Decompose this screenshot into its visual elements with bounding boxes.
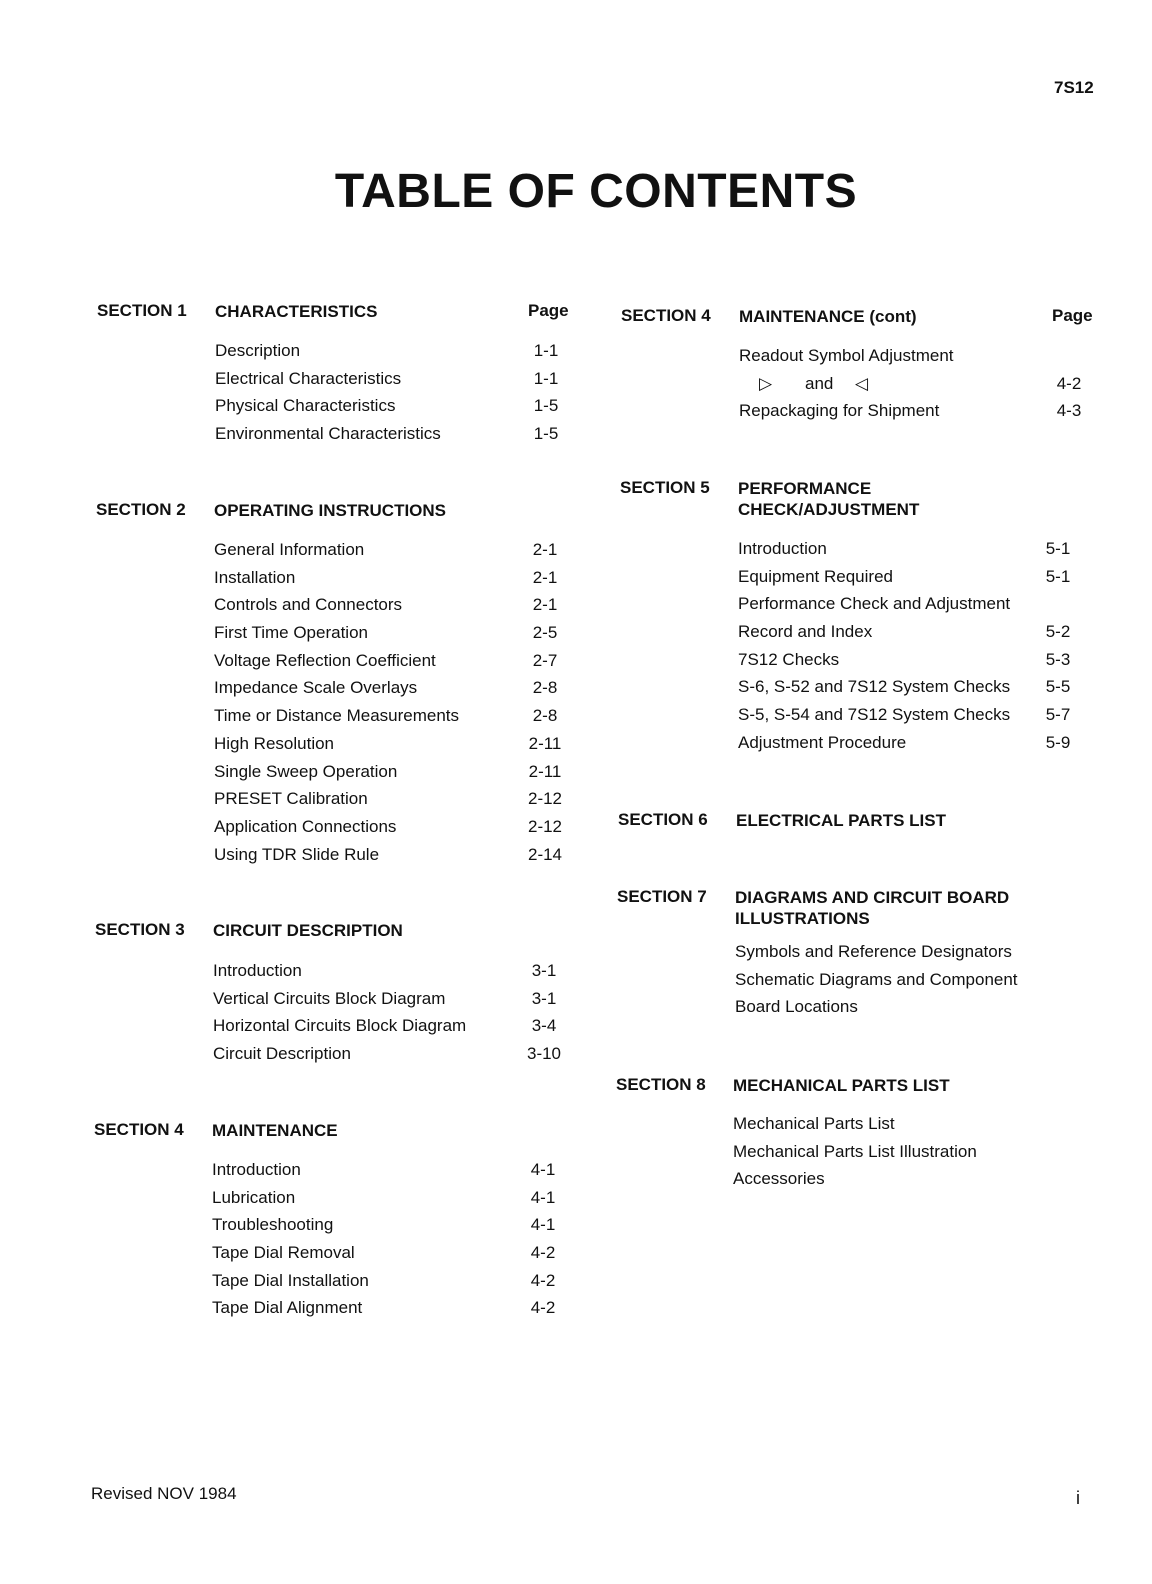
entry-name: Electrical Characteristics — [215, 368, 402, 388]
toc-entry[interactable] — [214, 789, 594, 817]
section-title: OPERATING INSTRUCTIONS — [214, 501, 447, 520]
entry-name: Introduction — [212, 1160, 301, 1179]
left-triangle-icon: ◁ — [855, 373, 869, 393]
entry-name: Mechanical Parts List Illustration — [733, 1141, 977, 1161]
entry-name: S-5, S-54 and 7S12 System Checks — [738, 705, 1011, 725]
entry-page: 4-2 — [530, 1270, 556, 1290]
section-title-line: ILLUSTRATIONS — [735, 909, 870, 928]
toc-entry[interactable] — [213, 989, 593, 1017]
entry-page: 5-3 — [1045, 649, 1071, 669]
entry-page: 1-5 — [533, 424, 559, 444]
entry-name: Using TDR Slide Rule — [214, 844, 380, 864]
toc-entry[interactable] — [214, 762, 594, 790]
entry-page: 2-12 — [527, 816, 563, 836]
entry-name: Schematic Diagrams and Component — [735, 969, 1018, 989]
toc-entry[interactable] — [738, 594, 1138, 622]
entry-page: 2-11 — [528, 733, 562, 753]
toc-entry[interactable] — [733, 1114, 1133, 1142]
model-number: 7S12 — [1054, 78, 1094, 97]
section-title — [735, 887, 1009, 929]
entry-page: 2-1 — [532, 595, 558, 615]
entry-name: Lubrication — [212, 1187, 296, 1207]
toc-entry[interactable] — [214, 623, 594, 651]
entry-page: 2-7 — [532, 650, 558, 670]
entry-name: Tape Dial Alignment — [212, 1298, 363, 1318]
toc-entry[interactable] — [733, 1169, 1133, 1197]
toc-entry[interactable] — [735, 942, 1135, 970]
entry-name: Vertical Circuits Block Diagram — [213, 988, 446, 1008]
toc-entry[interactable] — [212, 1188, 592, 1216]
toc-entry[interactable] — [215, 341, 595, 369]
toc-entry[interactable] — [214, 540, 594, 568]
toc-entry[interactable] — [214, 678, 594, 706]
entry-page: 4-2 — [530, 1243, 556, 1263]
toc-entry[interactable] — [735, 970, 1135, 998]
entry-page: 5-9 — [1045, 732, 1071, 752]
entry-name: Mechanical Parts List — [733, 1114, 895, 1133]
section-title[interactable]: ELECTRICAL PARTS LIST — [736, 811, 946, 830]
entry-name: Symbols and Reference Designators — [735, 942, 1012, 961]
entry-page: 2-14 — [527, 844, 563, 864]
section-title: MAINTENANCE — [212, 1121, 338, 1140]
toc-entry[interactable] — [214, 568, 594, 596]
toc-entry[interactable] — [738, 705, 1138, 733]
toc-entry[interactable] — [738, 677, 1138, 705]
entry-name: Readout Symbol Adjustment — [739, 346, 954, 365]
entry-page: 3-4 — [531, 1016, 557, 1036]
toc-entry[interactable] — [212, 1298, 592, 1326]
revision-note: Revised NOV 1984 — [91, 1484, 237, 1503]
entry-name: Description — [215, 341, 301, 360]
toc-entry[interactable] — [733, 1142, 1133, 1170]
toc-entry[interactable] — [738, 567, 1138, 595]
entry-page: 4-2 — [1056, 373, 1082, 393]
toc-entry[interactable] — [735, 997, 1135, 1025]
toc-entry[interactable] — [214, 706, 594, 734]
entry-name: Tape Dial Removal — [212, 1243, 355, 1263]
page-number: i — [1076, 1488, 1080, 1508]
section-title-line: DIAGRAMS AND CIRCUIT BOARD — [735, 888, 1010, 907]
entry-name: S-6, S-52 and 7S12 System Checks — [738, 677, 1011, 697]
section-label: SECTION 3 — [95, 920, 185, 939]
entry-page: 5-7 — [1045, 705, 1071, 725]
entry-page: 2-8 — [532, 678, 558, 698]
entry-page: 1-5 — [533, 396, 559, 416]
entry-name: Voltage Reflection Coefficient — [214, 650, 436, 670]
entry-name: Circuit Description — [213, 1044, 351, 1064]
toc-entry[interactable] — [215, 424, 595, 452]
entry-name: Introduction — [213, 961, 302, 980]
entry-name: Performance Check and Adjustment — [738, 594, 1011, 614]
entry-name: High Resolution — [214, 733, 335, 753]
entry-page: 4-2 — [530, 1298, 556, 1318]
section-label: SECTION 5 — [620, 478, 710, 497]
right-triangle-icon: ▷ — [759, 373, 773, 393]
entry-page: 4-3 — [1056, 401, 1082, 421]
entry-page: 5-5 — [1045, 677, 1071, 697]
section-label: SECTION 6 — [618, 810, 708, 829]
entry-page: 3-1 — [531, 961, 557, 980]
entry-page: 1-1 — [533, 341, 559, 360]
toc-entry[interactable] — [738, 650, 1138, 678]
entry-page: 4-1 — [530, 1160, 556, 1179]
entry-name: Repackaging for Shipment — [739, 401, 940, 421]
toc-entry[interactable] — [739, 374, 1139, 402]
entry-name: Controls and Connectors — [214, 595, 403, 615]
section-title-line: PERFORMANCE — [738, 479, 872, 498]
section-title: CHARACTERISTICS — [215, 302, 378, 321]
entry-name: Equipment Required — [738, 566, 893, 586]
entry-page: 4-1 — [530, 1187, 556, 1207]
section-title — [738, 478, 919, 520]
entry-name: Record and Index — [738, 622, 873, 642]
toc-entry[interactable] — [214, 845, 594, 873]
toc-entry[interactable] — [215, 369, 595, 397]
entry-page: 5-1 — [1045, 539, 1071, 558]
section-label: SECTION 7 — [617, 887, 707, 906]
toc-entry[interactable] — [738, 539, 1138, 567]
entry-name: Board Locations — [735, 997, 858, 1017]
toc-entry[interactable] — [738, 733, 1138, 761]
entry-page: 2-8 — [532, 706, 558, 726]
entry-name: Accessories — [733, 1169, 825, 1189]
entry-page: 2-11 — [528, 761, 562, 781]
entry-name: Environmental Characteristics — [215, 424, 441, 444]
toc-entry[interactable] — [212, 1243, 592, 1271]
section-title-line: CHECK/ADJUSTMENT — [738, 500, 920, 519]
entry-page: 2-12 — [527, 789, 563, 809]
entry-page: 3-1 — [531, 988, 557, 1008]
entry-page: 1-1 — [533, 368, 559, 388]
entry-name: Physical Characteristics — [215, 396, 396, 416]
entry-page: 5-2 — [1045, 622, 1071, 642]
entry-name: Impedance Scale Overlays — [214, 678, 418, 698]
toc-entry[interactable] — [213, 961, 593, 989]
section-title: MAINTENANCE (cont) — [739, 307, 917, 326]
entry-name: Tape Dial Installation — [212, 1270, 369, 1290]
section-title: MECHANICAL PARTS LIST — [733, 1076, 950, 1095]
page-column-header: Page — [528, 301, 569, 320]
toc-entry[interactable] — [214, 595, 594, 623]
entry-name: 7S12 Checks — [738, 649, 840, 669]
entry-name: Installation — [214, 567, 296, 587]
page-column-header: Page — [1052, 306, 1093, 325]
toc-entry[interactable] — [214, 817, 594, 845]
entry-page: 5-1 — [1045, 566, 1071, 586]
entry-name: General Information — [214, 540, 365, 559]
section-label: SECTION 2 — [96, 500, 186, 519]
entry-name: Single Sweep Operation — [214, 761, 398, 781]
entry-name: Application Connections — [214, 816, 397, 836]
entry-name: First Time Operation — [214, 623, 368, 643]
section-label: SECTION 1 — [97, 301, 187, 320]
toc-entry[interactable] — [212, 1160, 592, 1188]
entry-page: 3-10 — [526, 1044, 562, 1064]
toc-entry[interactable] — [214, 734, 594, 762]
section-label: SECTION 4 — [94, 1120, 184, 1139]
entry-name: Adjustment Procedure — [738, 732, 907, 752]
and-text: and — [805, 373, 834, 393]
entry-name: Horizontal Circuits Block Diagram — [213, 1016, 467, 1036]
section-label: SECTION 8 — [616, 1075, 706, 1094]
entry-name: PRESET Calibration — [214, 789, 368, 809]
entry-page: 2-1 — [532, 567, 558, 587]
section-label: SECTION 4 — [621, 306, 711, 325]
toc-entry[interactable] — [738, 622, 1138, 650]
entry-page: 2-1 — [532, 540, 558, 559]
toc-entry[interactable] — [213, 1044, 593, 1072]
entry-name: Troubleshooting — [212, 1215, 334, 1235]
toc-entry[interactable] — [739, 401, 1139, 429]
toc-entry[interactable] — [213, 1016, 593, 1044]
section-title: CIRCUIT DESCRIPTION — [213, 921, 403, 940]
entry-page: 4-1 — [530, 1215, 556, 1235]
page-title: TABLE OF CONTENTS — [334, 165, 858, 218]
entry-name: Introduction — [738, 539, 827, 558]
toc-entry[interactable] — [212, 1215, 592, 1243]
entry-page: 2-5 — [532, 623, 558, 643]
toc-entry[interactable] — [212, 1271, 592, 1299]
entry-name: Time or Distance Measurements — [214, 706, 460, 726]
toc-entry[interactable] — [215, 396, 595, 424]
toc-entry[interactable] — [739, 346, 1139, 374]
toc-entry[interactable] — [214, 651, 594, 679]
